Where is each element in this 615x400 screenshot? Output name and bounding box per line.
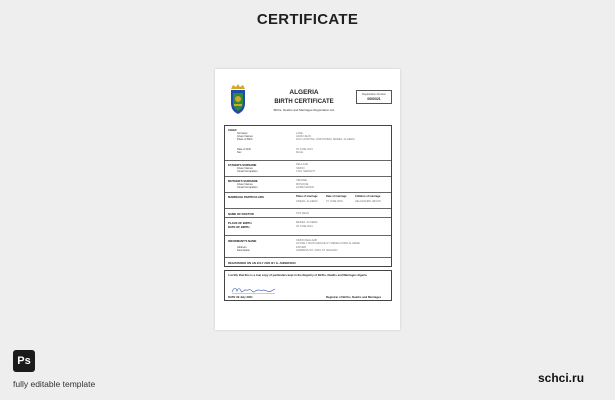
child-sex-value: MALE: [296, 151, 304, 154]
informant-relation-value: FATHER: [296, 246, 307, 249]
child-field-given-names: Given Names: [237, 135, 253, 138]
place-of-birth-value: MEDEA, ALGERIA: [296, 221, 318, 224]
informant-label: INFORMANT'S NAME: [228, 239, 257, 243]
date-of-birth-label: DATE OF BIRTH: [228, 225, 250, 229]
doctor-label: NAME OF DOCTOR: [228, 212, 254, 216]
mother-occupation-value: HOME MAKER: [296, 186, 314, 189]
registered-section: [225, 258, 391, 268]
child-surname-value: LANE: [296, 132, 303, 135]
place-of-birth-label: PLACE OF BIRTH: [228, 221, 252, 225]
marriage-col-children: Children of marriage: [355, 195, 381, 198]
mother-section: [225, 177, 391, 193]
child-field-place-of-birth: Place of Birth: [237, 138, 253, 141]
registration-label: Registration Number: [362, 93, 386, 96]
date-label: DATE: [228, 295, 236, 299]
date-of-birth-value: 03 JUNE 2021: [296, 225, 313, 228]
child-field-date-of-birth: Date of birth: [237, 148, 252, 151]
doctor-section: [225, 209, 391, 218]
certificate-title: BIRTH CERTIFICATE: [274, 99, 334, 105]
informant-name-value: SIMON DELLAAB: [296, 239, 317, 242]
marriage-col-place: Place of marriage: [296, 195, 318, 198]
date-value: 09 July 2021: [236, 295, 253, 299]
registration-number-box: [356, 90, 392, 104]
father-section: [225, 161, 391, 177]
country-title: ALGERIA: [289, 89, 319, 96]
brand-watermark: schci.ru: [538, 371, 585, 385]
registrar-title: Registrar of Births, Deaths and Marriages: [326, 295, 382, 299]
father-field-occupation: Usual Occupation: [237, 170, 258, 173]
mother-label: MOTHER'S SURNAME: [228, 179, 258, 183]
father-occupation-value: CIVIL SERVANT: [296, 170, 316, 173]
particulars-table: [224, 125, 392, 267]
registration-number: 0000321: [367, 97, 381, 101]
certification-box: [224, 270, 392, 301]
child-date-of-birth-value: 03 JUNE 2021: [296, 148, 313, 151]
mother-surname-value: VEDAME: [296, 179, 307, 182]
father-field-given-names: Given Names: [237, 167, 253, 170]
registrar-signature: [231, 286, 277, 294]
marriage-label: MARRIAGE PARTICULARS: [228, 195, 264, 199]
document-header: [249, 88, 359, 113]
informant-field-description: Description: [237, 249, 250, 252]
mother-given-names-value: MONIQUE: [296, 183, 309, 186]
act-subtitle: Births, Deaths and Marriages Registration Act: [273, 108, 335, 112]
child-field-sex: Sex: [237, 151, 242, 154]
registered-on-line: REGISTERED ON AN JULY 2021 BY G. ANDERSON: [228, 261, 296, 265]
informant-section: [225, 236, 391, 258]
page-heading: CERTIFICATE: [256, 11, 359, 28]
informant-description-value: ADDRESS NO. MAIN ST HIGHWAY: [296, 249, 338, 252]
marriage-col-date: Date of marriage: [326, 195, 347, 198]
informant-address-value: HOUSE 1 MAIN AVENUE NY MEDEA NORD ALGERIE: [296, 242, 360, 245]
marriage-children-value: HELLENKEW HEVON: [355, 200, 381, 203]
child-label: CHILD: [228, 128, 237, 132]
certification-text: I certify that this is a true copy of particulars kept in the Registry of Births, Deaths and Marriages Algeria: [228, 273, 367, 277]
father-label: FATHER'S SURNAME: [228, 163, 257, 167]
certification-date: [228, 295, 253, 299]
doctor-value: TAN DEUN: [296, 212, 310, 215]
informant-field-address: Address: [237, 246, 247, 249]
child-given-names-value: ADAM JEAN: [296, 135, 311, 138]
father-given-names-value: SIMON: [296, 167, 305, 170]
father-surname-value: DELLAAB: [296, 163, 308, 166]
certificate-document: [215, 69, 400, 330]
editable-caption: fully editable template: [13, 379, 96, 389]
mother-field-occupation: Usual Occupation: [237, 186, 258, 189]
child-section: [225, 126, 391, 161]
marriage-date-value: 07 JUNE 2010: [326, 200, 343, 203]
mother-field-given-names: Given Names: [237, 183, 253, 186]
marriage-place-value: OREAN, ALGERIA: [296, 200, 318, 203]
place-date-section: [225, 218, 391, 236]
child-field-surname: Surname: [237, 132, 248, 135]
child-place-of-birth-value: DOC HOSPITAL ONSVOKBAV, MEDEA, ALGERIA: [296, 138, 355, 141]
coat-of-arms-emblem: [229, 83, 247, 115]
marriage-section: [225, 193, 391, 209]
photoshop-icon: Ps: [13, 350, 35, 372]
